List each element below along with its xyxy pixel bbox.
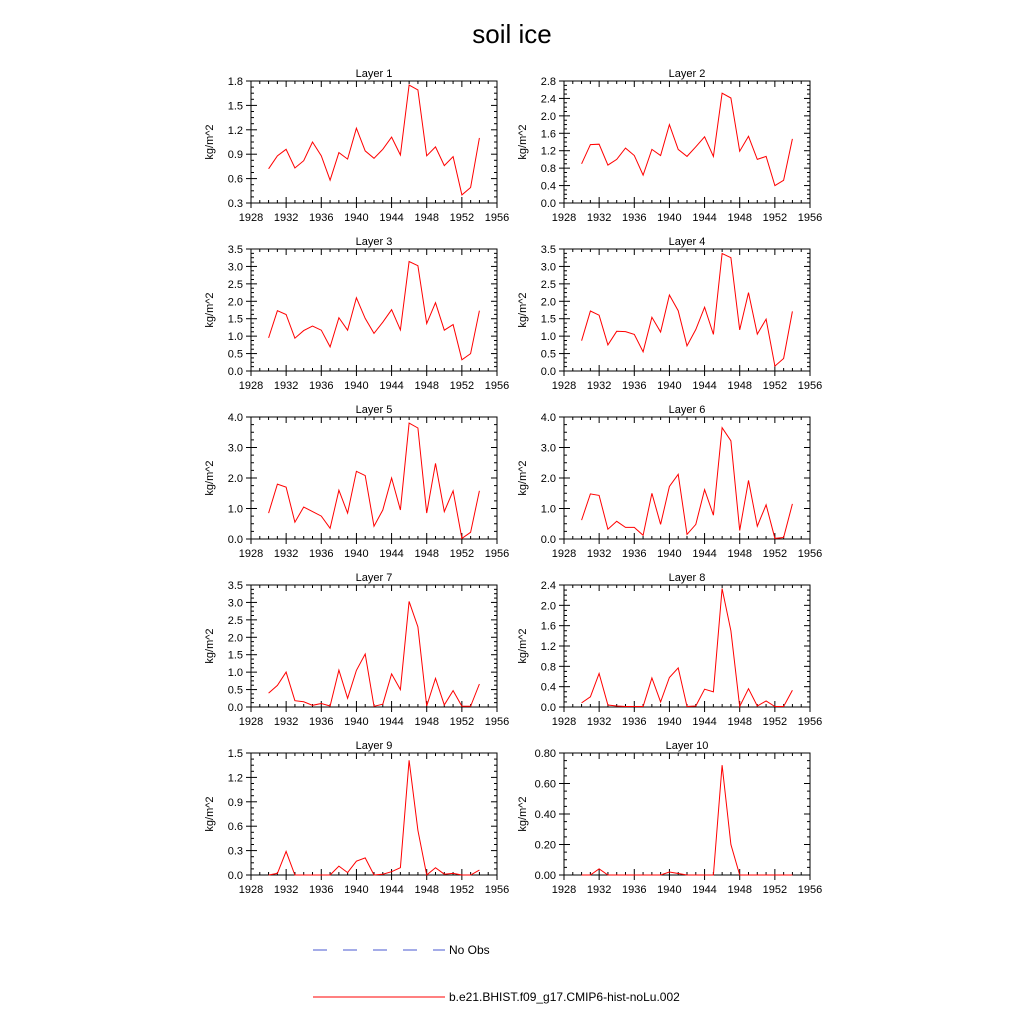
y-tick-label: 2.4 (540, 580, 556, 592)
x-tick-label: 1936 (309, 548, 334, 560)
x-tick-label: 1944 (692, 884, 717, 896)
y-axis-label: kg/m^2 (517, 292, 529, 328)
y-tick-label: 0.4 (540, 681, 556, 694)
y-tick-label: 3.0 (227, 597, 243, 610)
x-tick-label: 1928 (238, 716, 264, 728)
y-tick-label: 1.5 (227, 313, 243, 326)
y-tick-label: 1.0 (227, 667, 243, 680)
plot-frame (564, 585, 810, 707)
chart-panel-8 (517, 572, 822, 728)
panel-title: Layer 4 (668, 236, 706, 248)
series-line (269, 601, 480, 706)
x-tick-label: 1948 (727, 716, 752, 728)
chart-panel-3 (204, 236, 509, 392)
y-tick-label: 2.0 (227, 473, 243, 485)
y-tick-label: 4.0 (227, 412, 243, 424)
y-tick-label: 2.0 (227, 632, 243, 645)
y-tick-label: 0.60 (534, 778, 556, 791)
y-tick-label: 2.5 (227, 614, 243, 627)
legend (313, 943, 680, 1004)
x-tick-label: 1928 (551, 380, 577, 392)
series-line (582, 765, 793, 875)
y-tick-label: 1.2 (227, 124, 243, 137)
y-tick-label: 1.0 (227, 331, 243, 344)
y-tick-label: 1.5 (540, 313, 556, 326)
x-tick-label: 1956 (484, 884, 510, 896)
x-tick-label: 1932 (273, 212, 299, 224)
plot-frame (564, 753, 810, 875)
y-tick-label: 3.0 (540, 442, 556, 455)
x-tick-label: 1952 (762, 548, 788, 560)
x-tick-label: 1936 (309, 884, 334, 896)
y-tick-label: 2.0 (540, 600, 556, 613)
y-tick-label: 1.2 (540, 145, 556, 158)
y-tick-label: 2.8 (540, 76, 556, 88)
chart-panel-4 (517, 236, 822, 392)
y-tick-label: 2.5 (540, 278, 556, 291)
x-tick-label: 1928 (551, 548, 577, 560)
y-tick-label: 1.5 (227, 100, 243, 113)
chart-panel-6 (517, 404, 822, 560)
x-tick-label: 1948 (727, 548, 752, 560)
series-line (582, 254, 793, 367)
y-tick-label: 1.8 (227, 76, 243, 88)
y-tick-label: 0.6 (227, 821, 243, 834)
y-tick-label: 0.4 (540, 180, 556, 193)
y-tick-label: 0.40 (534, 809, 556, 821)
x-tick-label: 1928 (238, 884, 264, 896)
y-tick-label: 1.5 (227, 748, 243, 760)
x-tick-label: 1940 (344, 884, 369, 896)
y-tick-label: 1.2 (540, 641, 556, 653)
panel-title: Layer 5 (355, 404, 393, 416)
x-tick-label: 1928 (551, 884, 577, 896)
y-tick-label: 0.0 (227, 534, 243, 546)
chart-panel-5 (204, 404, 509, 560)
x-tick-label: 1948 (414, 716, 439, 728)
chart-panel-7 (204, 572, 509, 728)
x-tick-label: 1936 (622, 212, 647, 224)
y-tick-label: 0.5 (227, 348, 243, 361)
plot-frame (564, 81, 810, 203)
panel-title: Layer 10 (665, 740, 709, 752)
chart-panels (204, 68, 822, 896)
x-tick-label: 1944 (692, 716, 717, 728)
x-tick-label: 1952 (449, 380, 475, 392)
x-tick-label: 1948 (414, 380, 439, 392)
y-tick-label: 0.5 (540, 348, 556, 361)
y-tick-label: 0.0 (540, 366, 556, 378)
y-tick-label: 1.0 (227, 503, 243, 516)
y-axis-label: kg/m^2 (204, 292, 216, 328)
y-tick-label: 0.0 (540, 702, 556, 714)
y-tick-label: 1.2 (227, 772, 243, 785)
x-tick-label: 1956 (797, 212, 823, 224)
y-tick-label: 1.5 (227, 649, 243, 662)
legend-label: b.e21.BHIST.f09_g17.CMIP6-hist-noLu.002 (449, 990, 680, 1004)
x-tick-label: 1940 (657, 716, 682, 728)
x-tick-label: 1936 (622, 380, 647, 392)
x-tick-label: 1936 (309, 716, 334, 728)
x-tick-label: 1928 (551, 212, 577, 224)
y-tick-label: 0.9 (227, 796, 243, 809)
x-tick-label: 1932 (586, 212, 612, 224)
x-tick-label: 1932 (273, 884, 299, 896)
y-axis-label: kg/m^2 (204, 628, 216, 664)
x-tick-label: 1940 (657, 380, 682, 392)
x-tick-label: 1932 (586, 380, 612, 392)
series-line (269, 262, 480, 360)
series-line (582, 93, 793, 185)
y-tick-label: 3.0 (540, 261, 556, 274)
x-tick-label: 1940 (344, 548, 369, 560)
y-tick-label: 3.0 (227, 442, 243, 455)
y-tick-label: 0.20 (534, 839, 556, 852)
y-axis-label: kg/m^2 (517, 460, 529, 496)
x-tick-label: 1956 (797, 548, 823, 560)
panel-title: Layer 2 (668, 68, 706, 80)
y-tick-label: 0.0 (227, 870, 243, 882)
y-tick-label: 0.00 (534, 870, 556, 882)
x-tick-label: 1928 (238, 548, 264, 560)
y-tick-label: 1.6 (540, 128, 556, 141)
plot-frame (564, 417, 810, 539)
x-tick-label: 1948 (414, 212, 439, 224)
page-title: soil ice (472, 19, 552, 49)
panel-title: Layer 8 (668, 572, 706, 584)
y-tick-label: 1.0 (540, 503, 556, 516)
x-tick-label: 1948 (414, 884, 439, 896)
x-tick-label: 1944 (692, 548, 717, 560)
x-tick-label: 1932 (273, 548, 299, 560)
panel-title: Layer 1 (355, 68, 393, 80)
y-tick-label: 2.0 (540, 473, 556, 485)
x-tick-label: 1940 (657, 548, 682, 560)
x-tick-label: 1932 (273, 716, 299, 728)
x-tick-label: 1940 (344, 716, 369, 728)
x-tick-label: 1952 (762, 884, 788, 896)
x-tick-label: 1952 (449, 884, 475, 896)
x-tick-label: 1944 (379, 212, 404, 224)
x-tick-label: 1948 (727, 884, 752, 896)
y-tick-label: 0.3 (227, 845, 243, 858)
chart-panel-2 (517, 68, 822, 224)
y-axis-label: kg/m^2 (204, 460, 216, 496)
panel-title: Layer 7 (355, 572, 393, 584)
x-tick-label: 1952 (762, 716, 788, 728)
x-tick-label: 1952 (762, 380, 788, 392)
y-tick-label: 0.9 (227, 149, 243, 162)
x-tick-label: 1928 (238, 380, 264, 392)
y-tick-label: 2.4 (540, 93, 556, 106)
x-tick-label: 1932 (586, 548, 612, 560)
x-tick-label: 1952 (449, 212, 475, 224)
x-tick-label: 1940 (657, 212, 682, 224)
series-line (269, 760, 480, 875)
x-tick-label: 1956 (484, 212, 510, 224)
y-axis-label: kg/m^2 (517, 628, 529, 664)
y-axis-label: kg/m^2 (517, 124, 529, 160)
x-tick-label: 1956 (797, 716, 823, 728)
x-tick-label: 1936 (309, 380, 334, 392)
x-tick-label: 1940 (344, 380, 369, 392)
y-tick-label: 0.0 (227, 366, 243, 378)
y-tick-label: 1.6 (540, 620, 556, 633)
plot-frame (251, 585, 497, 707)
chart-panel-1 (204, 68, 509, 224)
x-tick-label: 1948 (414, 548, 439, 560)
y-tick-label: 2.0 (540, 296, 556, 309)
y-tick-label: 0.3 (227, 198, 243, 210)
y-tick-label: 0.5 (227, 684, 243, 697)
y-tick-label: 3.5 (227, 244, 243, 256)
y-tick-label: 0.8 (540, 661, 556, 674)
chart-panel-10 (517, 740, 822, 896)
panel-title: Layer 6 (668, 404, 706, 416)
panel-title: Layer 3 (355, 236, 393, 248)
y-tick-label: 2.5 (227, 278, 243, 291)
x-tick-label: 1936 (309, 212, 334, 224)
y-tick-label: 3.0 (227, 261, 243, 274)
y-tick-label: 2.0 (227, 296, 243, 309)
x-tick-label: 1948 (727, 380, 752, 392)
x-tick-label: 1952 (449, 548, 475, 560)
y-tick-label: 3.5 (540, 244, 556, 256)
x-tick-label: 1944 (692, 380, 717, 392)
y-tick-label: 0.0 (540, 534, 556, 546)
y-tick-label: 2.0 (540, 110, 556, 123)
y-tick-label: 0.8 (540, 163, 556, 176)
x-tick-label: 1952 (449, 716, 475, 728)
x-tick-label: 1928 (551, 716, 577, 728)
x-tick-label: 1952 (762, 212, 788, 224)
x-tick-label: 1928 (238, 212, 264, 224)
x-tick-label: 1936 (622, 716, 647, 728)
series-line (582, 428, 793, 539)
y-axis-label: kg/m^2 (204, 796, 216, 832)
y-tick-label: 1.0 (540, 331, 556, 344)
x-tick-label: 1932 (586, 716, 612, 728)
x-tick-label: 1940 (344, 212, 369, 224)
y-tick-label: 0.6 (227, 173, 243, 186)
y-tick-label: 4.0 (540, 412, 556, 424)
x-tick-label: 1936 (622, 884, 647, 896)
x-tick-label: 1944 (379, 716, 404, 728)
y-tick-label: 3.5 (227, 580, 243, 592)
plot-frame (251, 81, 497, 203)
x-tick-label: 1932 (273, 380, 299, 392)
y-axis-label: kg/m^2 (517, 796, 529, 832)
y-tick-label: 0.0 (227, 702, 243, 714)
x-tick-label: 1956 (484, 548, 510, 560)
panel-title: Layer 9 (355, 740, 393, 752)
x-tick-label: 1956 (797, 884, 823, 896)
y-tick-label: 0.80 (534, 748, 556, 760)
x-tick-label: 1932 (586, 884, 612, 896)
x-tick-label: 1944 (379, 548, 404, 560)
x-tick-label: 1948 (727, 212, 752, 224)
x-tick-label: 1940 (657, 884, 682, 896)
x-tick-label: 1956 (797, 380, 823, 392)
series-line (269, 85, 480, 195)
x-tick-label: 1956 (484, 380, 510, 392)
x-tick-label: 1944 (379, 884, 404, 896)
y-tick-label: 0.0 (540, 198, 556, 210)
series-line (269, 423, 480, 538)
x-tick-label: 1936 (622, 548, 647, 560)
series-line (582, 589, 793, 707)
x-tick-label: 1956 (484, 716, 510, 728)
legend-label: No Obs (449, 943, 490, 957)
y-axis-label: kg/m^2 (204, 124, 216, 160)
chart-panel-9 (204, 740, 509, 896)
plot-frame (564, 249, 810, 371)
x-tick-label: 1944 (379, 380, 404, 392)
plot-frame (251, 417, 497, 539)
x-tick-label: 1944 (692, 212, 717, 224)
